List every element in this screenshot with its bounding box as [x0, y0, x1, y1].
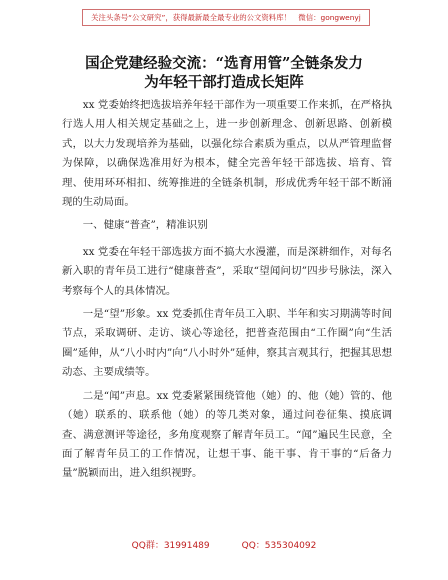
footer-qq-group: QQ群：31991489 [131, 541, 210, 551]
promo-banner: 关注头条号“公文研究”，获得最新最全最专业的公文资料库！ 微信：gongwenyj [82, 9, 370, 26]
body-paragraph: 一是“望”形象。xx 党委抓住青年员工入职、半年和实习期满等时间节点，采取调研、走访、谈心等途径，把普查范围由“工作圈”向“生活圈”延伸，从“八小时内”向“八小时外”延伸，察其言观其行，把握其思想动态、主要成绩等。 [62, 308, 392, 379]
footer-contact [0, 540, 448, 552]
body-paragraph: 二是“闻”声息。xx 党委紧紧围绕管他（她）的、他（她）管的、他（她）联系的、联系他（她）的等几类对象，通过问卷征集、摸底调查、满意测评等途径，多角度观察了解青年员工。“闻”遍民生民意，全面了解青年员工的工作情况，让想干事、能干事、肯干事的“后备力量”脱颖而出，进入组织视野。 [62, 389, 392, 480]
section-heading: 一、健康“普查”，精准识别 [82, 219, 208, 232]
document-body [62, 96, 392, 488]
footer-qq: QQ：535304092 [241, 541, 317, 551]
body-paragraph-intro: xx 党委始终把选拔培养年轻干部作为一项重要工作来抓，在严格执行选人用人相关规定基础之上，进一步创新理念、创新思路、创新模式，以大力发现培养为基础，以强化综合素质为重点，以从严管理监督为保障，以确保选准用好为根本，健全完善年轻干部选拔、培育、管理、使用环环相扣、统筹推进的全链条机制，形成优秀年轻干部不断涌现的生动局面。 [62, 99, 392, 209]
document-title-line-1: 国企党建经验交流：“选育用管”全链条发力 [85, 55, 363, 72]
document-title-line-2: 为年轻干部打造成长矩阵 [144, 74, 304, 91]
body-paragraph: xx 党委在年轻干部选拔方面不搞大水漫灌，而是深耕细作，对每名新入职的青年员工进行“健康普查”，采取“望闻问切”四步号脉法，深入考察每个人的具体情况。 [62, 245, 392, 297]
